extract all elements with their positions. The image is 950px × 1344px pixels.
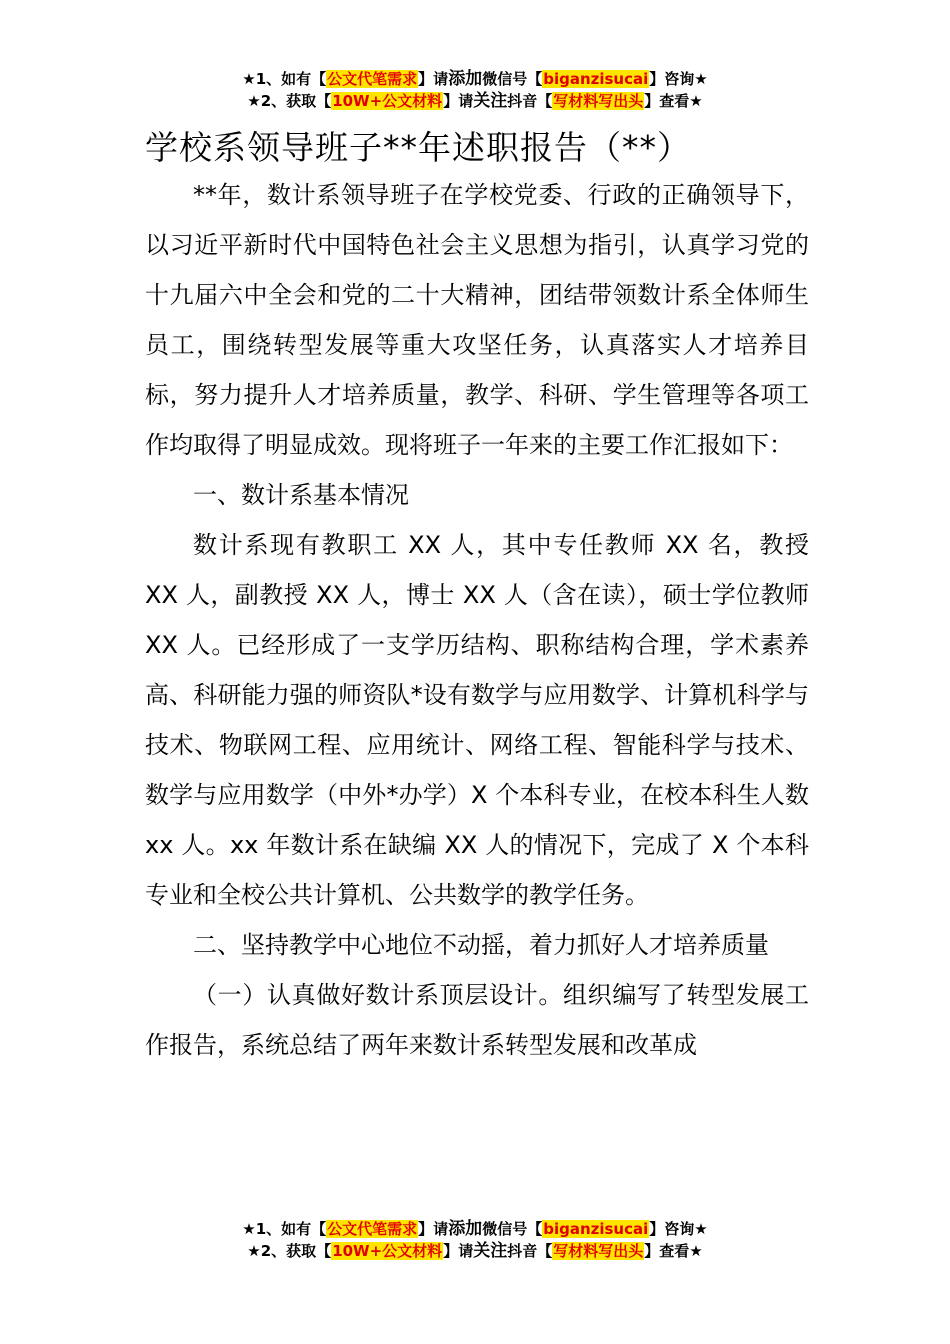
document-body <box>145 170 809 1070</box>
banner-line-1: ★1、如有【公文代笔需求】请添加微信号【biganzisucai】咨询★ <box>242 1219 708 1239</box>
paragraph: 数计系现有教职工 XX 人，其中专任教师 XX 名，教授 XX 人，副教授 XX 人，博士 XX 人（含在读），硕士学位教师 XX 人。已经形成了一支学历结构、职称结构合理，学术素养高、科研能力强的师资队*设有数学与应用数学、计算机科学与技术、物联网工程、应用统计、网络工程、智能科学与技术、数学与应用数学（中外*办学）X 个本科专业，在校本科生人数 xx 人。xx 年数计系在缺编 XX 人的情况下，完成了 X 个本科专业和全校公共计算机、公共数学的教学任务。 <box>145 531 809 909</box>
banner-line-2: ★2、获取【10W+公文材料】请关注抖音【写材料写出头】查看★ <box>247 1241 703 1261</box>
banner-highlight: 写材料写出头 <box>553 1242 644 1260</box>
paragraph: **年，数计系领导班子在学校党委、行政的正确领导下，以习近平新时代中国特色社会主义思想为指引，认真学习党的十九届六中全会和党的二十大精神，团结带领数计系全体师生员工，围绕转型发展等重大攻坚任务，认真落实人才培养目标，努力提升人才培养质量，教学、科研、学生管理等各项工作均取得了明显成效。现将班子一年来的主要工作汇报如下： <box>145 181 809 459</box>
banner-highlight: 10W+公文材料 <box>332 1242 443 1260</box>
banner-highlight: biganzisucai <box>543 1220 649 1238</box>
footer-banner <box>0 1218 950 1262</box>
banner-highlight: 写材料写出头 <box>553 92 644 110</box>
header-banner <box>0 68 950 112</box>
banner-highlight: 公文代笔需求 <box>327 70 418 88</box>
banner-line-1: ★1、如有【公文代笔需求】请添加微信号【biganzisucai】咨询★ <box>242 69 708 89</box>
banner-highlight: 公文代笔需求 <box>327 1220 418 1238</box>
section-heading: 二、坚持教学中心地位不动摇，着力抓好人才培养质量 <box>193 931 769 959</box>
banner-highlight: 10W+公文材料 <box>332 92 443 110</box>
section-heading: 一、数计系基本情况 <box>193 481 409 509</box>
banner-line-2: ★2、获取【10W+公文材料】请关注抖音【写材料写出头】查看★ <box>247 91 703 111</box>
paragraph: （一）认真做好数计系顶层设计。组织编写了转型发展工作报告，系统总结了两年来数计系转型发展和改革成 <box>145 981 809 1059</box>
document-title: 学校系领导班子**年述职报告（**） <box>145 128 691 167</box>
banner-highlight: biganzisucai <box>543 70 649 88</box>
